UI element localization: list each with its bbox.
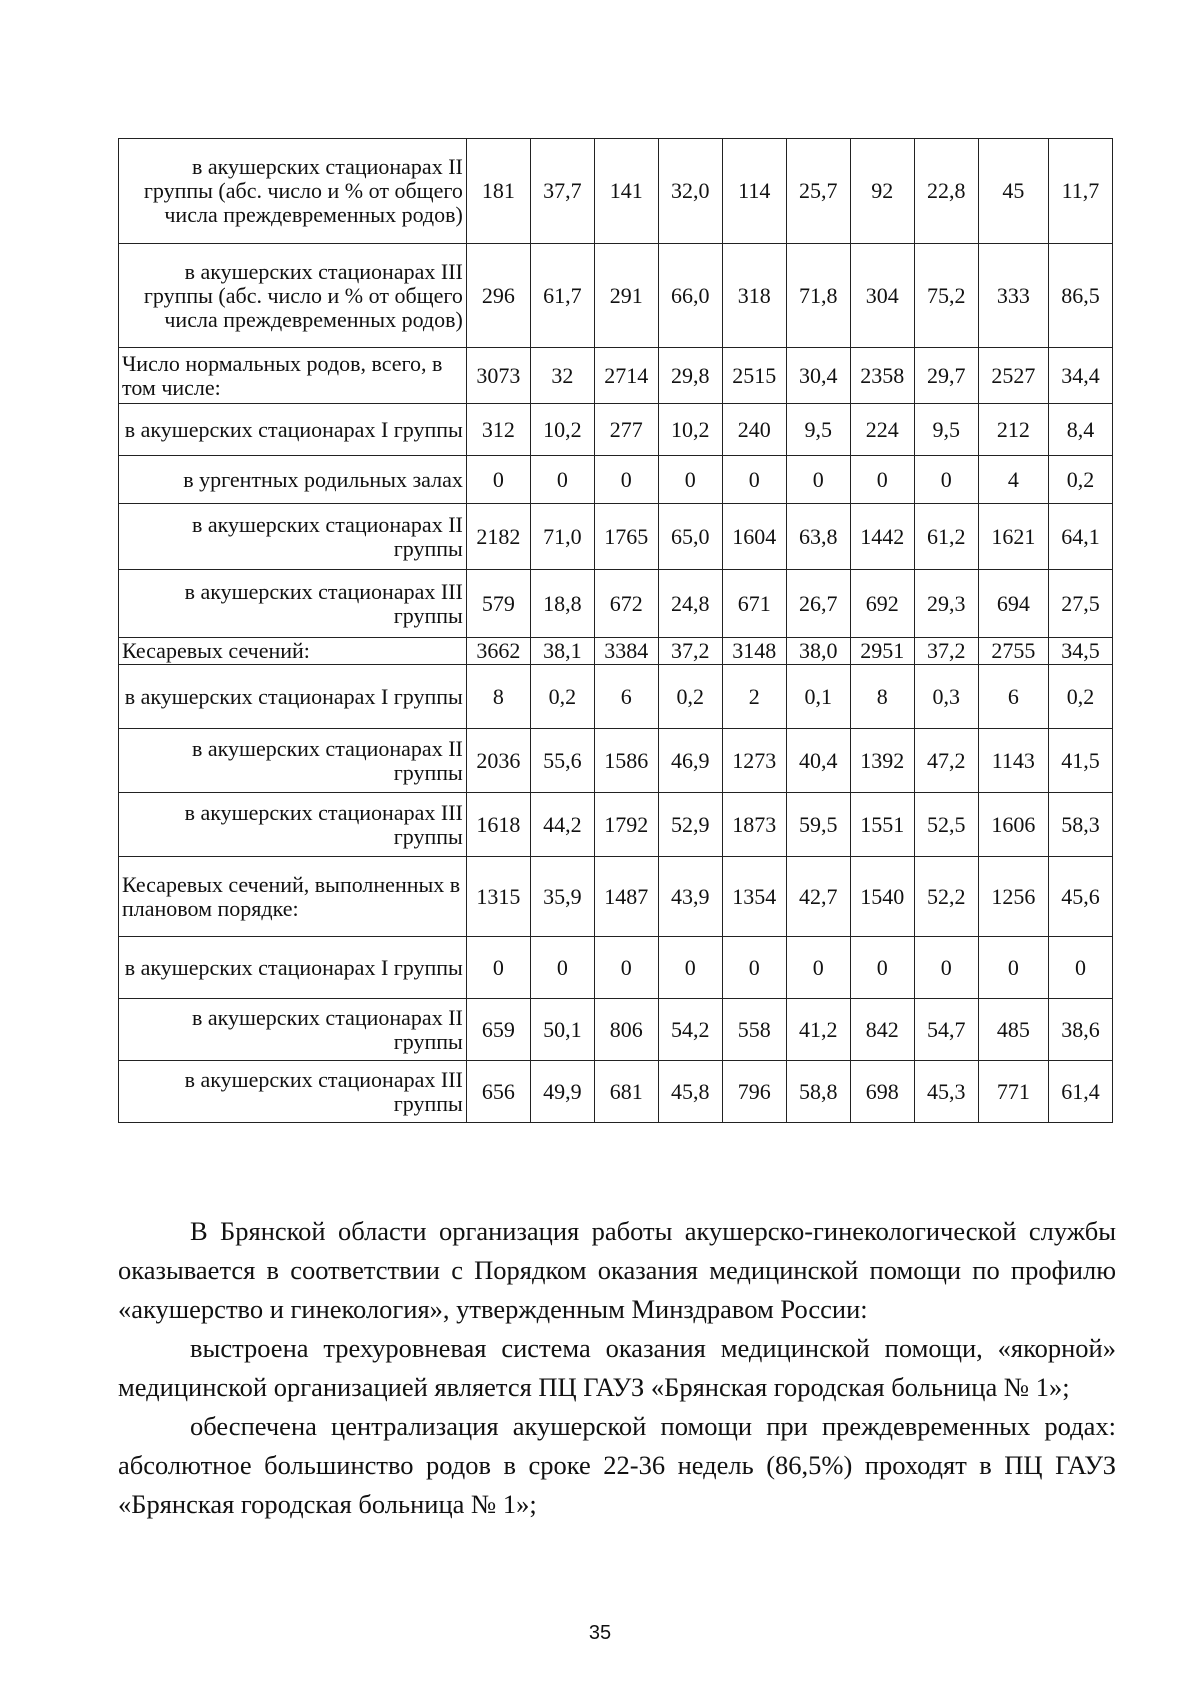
table-cell: 0 [850, 456, 914, 504]
table-cell: 11,7 [1048, 139, 1112, 244]
table-cell: 0 [466, 456, 530, 504]
table-cell: 1873 [722, 793, 786, 857]
table-cell: 9,5 [914, 404, 978, 456]
table-cell: 64,1 [1048, 504, 1112, 570]
table-cell: 10,2 [530, 404, 594, 456]
row-label: в акушерских стационарах III группы [119, 793, 467, 857]
table-cell: 694 [978, 570, 1048, 638]
table-cell: 1273 [722, 729, 786, 793]
table-cell: 35,9 [530, 857, 594, 937]
table-cell: 2 [722, 665, 786, 729]
table-cell: 6 [978, 665, 1048, 729]
table-cell: 296 [466, 244, 530, 348]
table-cell: 61,4 [1048, 1061, 1112, 1123]
row-label: в акушерских стационарах II группы [119, 729, 467, 793]
table-cell: 54,2 [658, 999, 722, 1061]
paragraph: В Брянской области организация работы акушерско-гинекологической службы оказывается в соответствии с Порядком оказания медицинской помощи по профилю «акушерство и гинекология», утвержденным Минздравом России: [118, 1216, 1116, 1324]
table-cell: 6 [594, 665, 658, 729]
table-cell: 485 [978, 999, 1048, 1061]
body-text [118, 1212, 1116, 1524]
statistics-table [118, 138, 1113, 1123]
table-cell: 61,7 [530, 244, 594, 348]
table-row [119, 404, 1113, 456]
table-cell: 34,5 [1048, 638, 1112, 665]
table-row [119, 937, 1113, 999]
table-cell: 1487 [594, 857, 658, 937]
table-cell: 0 [658, 456, 722, 504]
table-cell: 32,0 [658, 139, 722, 244]
table-cell: 0,3 [914, 665, 978, 729]
table-cell: 8 [850, 665, 914, 729]
table-cell: 44,2 [530, 793, 594, 857]
table-cell: 8 [466, 665, 530, 729]
table-row [119, 857, 1113, 937]
row-label: в акушерских стационарах III группы [119, 570, 467, 638]
table-cell: 1540 [850, 857, 914, 937]
table-row [119, 139, 1113, 244]
table-cell: 1392 [850, 729, 914, 793]
table-cell: 1315 [466, 857, 530, 937]
table-cell: 43,9 [658, 857, 722, 937]
table-row [119, 665, 1113, 729]
table-cell: 0 [594, 937, 658, 999]
table-cell: 66,0 [658, 244, 722, 348]
table-cell: 32 [530, 348, 594, 404]
table-cell: 1792 [594, 793, 658, 857]
table-cell: 3073 [466, 348, 530, 404]
table-cell: 1604 [722, 504, 786, 570]
table-cell: 45,8 [658, 1061, 722, 1123]
table-row [119, 638, 1113, 665]
table-cell: 3384 [594, 638, 658, 665]
table-cell: 37,2 [658, 638, 722, 665]
paragraph: обеспечена централизация акушерской помощи при преждевременных родах: абсолютное большинство родов в сроке 22-36 недель (86,5%) проходят в ПЦ ГАУЗ «Брянская городская больница № 1»; [118, 1411, 1116, 1519]
table-body [119, 139, 1113, 1123]
table-cell: 45 [978, 139, 1048, 244]
table-cell: 0 [722, 937, 786, 999]
table-cell: 698 [850, 1061, 914, 1123]
row-label: в акушерских стационарах I группы [119, 937, 467, 999]
table-cell: 0 [594, 456, 658, 504]
table-row [119, 348, 1113, 404]
row-label: Кесаревых сечений: [119, 638, 467, 665]
table-cell: 0 [466, 937, 530, 999]
row-label: в ургентных родильных залах [119, 456, 467, 504]
table-cell: 1621 [978, 504, 1048, 570]
table-cell: 25,7 [786, 139, 850, 244]
table-cell: 114 [722, 139, 786, 244]
table-cell: 24,8 [658, 570, 722, 638]
table-cell: 2714 [594, 348, 658, 404]
table-cell: 681 [594, 1061, 658, 1123]
table-cell: 2951 [850, 638, 914, 665]
table-cell: 304 [850, 244, 914, 348]
table-cell: 27,5 [1048, 570, 1112, 638]
table-cell: 38,6 [1048, 999, 1112, 1061]
table-cell: 47,2 [914, 729, 978, 793]
table-row [119, 1061, 1113, 1123]
row-label: в акушерских стационарах II группы (абс. число и % от общего числа преждевременных родов) [119, 139, 467, 244]
table-cell: 312 [466, 404, 530, 456]
table-cell: 2527 [978, 348, 1048, 404]
table-cell: 0 [786, 456, 850, 504]
table-cell: 54,7 [914, 999, 978, 1061]
table-cell: 2358 [850, 348, 914, 404]
row-label: в акушерских стационарах I группы [119, 404, 467, 456]
table-cell: 1442 [850, 504, 914, 570]
table-cell: 0 [722, 456, 786, 504]
table-cell: 277 [594, 404, 658, 456]
row-label: Кесаревых сечений, выполненных в плановом порядке: [119, 857, 467, 937]
table-cell: 0 [914, 456, 978, 504]
table-cell: 42,7 [786, 857, 850, 937]
table-cell: 40,4 [786, 729, 850, 793]
table-cell: 842 [850, 999, 914, 1061]
table-cell: 10,2 [658, 404, 722, 456]
table-cell: 65,0 [658, 504, 722, 570]
table-cell: 26,7 [786, 570, 850, 638]
table-cell: 71,8 [786, 244, 850, 348]
table-row [119, 570, 1113, 638]
row-label: в акушерских стационарах I группы [119, 665, 467, 729]
table-cell: 29,7 [914, 348, 978, 404]
table-row [119, 793, 1113, 857]
table-cell: 29,3 [914, 570, 978, 638]
table-cell: 38,0 [786, 638, 850, 665]
table-row [119, 729, 1113, 793]
table-cell: 212 [978, 404, 1048, 456]
table-cell: 0,2 [1048, 665, 1112, 729]
table-cell: 0 [850, 937, 914, 999]
table-cell: 18,8 [530, 570, 594, 638]
table-cell: 50,1 [530, 999, 594, 1061]
table-cell: 0 [530, 937, 594, 999]
table-cell: 333 [978, 244, 1048, 348]
table-cell: 61,2 [914, 504, 978, 570]
table-cell: 3148 [722, 638, 786, 665]
table-cell: 41,5 [1048, 729, 1112, 793]
table-cell: 291 [594, 244, 658, 348]
table-cell: 38,1 [530, 638, 594, 665]
table-cell: 30,4 [786, 348, 850, 404]
table-cell: 224 [850, 404, 914, 456]
table-cell: 672 [594, 570, 658, 638]
table-cell: 1618 [466, 793, 530, 857]
table-cell: 579 [466, 570, 530, 638]
row-label: в акушерских стационарах II группы [119, 999, 467, 1061]
table-cell: 1256 [978, 857, 1048, 937]
table-cell: 771 [978, 1061, 1048, 1123]
table-cell: 1765 [594, 504, 658, 570]
table-cell: 52,5 [914, 793, 978, 857]
row-label: в акушерских стационарах III группы [119, 1061, 467, 1123]
table-cell: 3662 [466, 638, 530, 665]
table-cell: 52,9 [658, 793, 722, 857]
table-cell: 37,7 [530, 139, 594, 244]
table-cell: 1606 [978, 793, 1048, 857]
page-number: 35 [588, 1622, 612, 1644]
table-cell: 659 [466, 999, 530, 1061]
table-row [119, 456, 1113, 504]
table-cell: 0 [530, 456, 594, 504]
table-cell: 796 [722, 1061, 786, 1123]
table-cell: 0,2 [530, 665, 594, 729]
table-cell: 34,4 [1048, 348, 1112, 404]
table-cell: 86,5 [1048, 244, 1112, 348]
table-cell: 558 [722, 999, 786, 1061]
table-cell: 1354 [722, 857, 786, 937]
table-row [119, 504, 1113, 570]
table-cell: 8,4 [1048, 404, 1112, 456]
table-cell: 0 [914, 937, 978, 999]
table-cell: 0 [786, 937, 850, 999]
table-cell: 0 [978, 937, 1048, 999]
table-cell: 75,2 [914, 244, 978, 348]
table-cell: 55,6 [530, 729, 594, 793]
table-cell: 240 [722, 404, 786, 456]
table-cell: 0 [1048, 937, 1112, 999]
table-cell: 1143 [978, 729, 1048, 793]
table-row [119, 244, 1113, 348]
table-cell: 41,2 [786, 999, 850, 1061]
table-cell: 2036 [466, 729, 530, 793]
table-cell: 63,8 [786, 504, 850, 570]
table-cell: 0 [658, 937, 722, 999]
table-cell: 181 [466, 139, 530, 244]
table-cell: 0,1 [786, 665, 850, 729]
table-cell: 49,9 [530, 1061, 594, 1123]
table-cell: 2182 [466, 504, 530, 570]
table-cell: 45,6 [1048, 857, 1112, 937]
table-row [119, 999, 1113, 1061]
table-cell: 141 [594, 139, 658, 244]
table-cell: 0,2 [1048, 456, 1112, 504]
table-cell: 806 [594, 999, 658, 1061]
table-cell: 318 [722, 244, 786, 348]
table-cell: 4 [978, 456, 1048, 504]
table-cell: 2515 [722, 348, 786, 404]
table-cell: 0,2 [658, 665, 722, 729]
table-cell: 46,9 [658, 729, 722, 793]
table-cell: 692 [850, 570, 914, 638]
table-cell: 656 [466, 1061, 530, 1123]
table-cell: 671 [722, 570, 786, 638]
table-cell: 58,3 [1048, 793, 1112, 857]
table-cell: 58,8 [786, 1061, 850, 1123]
table-cell: 29,8 [658, 348, 722, 404]
table-cell: 1586 [594, 729, 658, 793]
table-cell: 92 [850, 139, 914, 244]
table-cell: 2755 [978, 638, 1048, 665]
table-cell: 45,3 [914, 1061, 978, 1123]
table-cell: 1551 [850, 793, 914, 857]
row-label: в акушерских стационарах III группы (абс. число и % от общего числа преждевременных родов) [119, 244, 467, 348]
table-cell: 9,5 [786, 404, 850, 456]
row-label: Число нормальных родов, всего, в том числе: [119, 348, 467, 404]
paragraph: выстроена трехуровневая система оказания медицинской помощи, «якорной» медицинской организацией является ПЦ ГАУЗ «Брянская городская больница № 1»; [118, 1333, 1116, 1402]
table-cell: 52,2 [914, 857, 978, 937]
table-cell: 22,8 [914, 139, 978, 244]
table-cell: 37,2 [914, 638, 978, 665]
table-cell: 59,5 [786, 793, 850, 857]
table-cell: 71,0 [530, 504, 594, 570]
row-label: в акушерских стационарах II группы [119, 504, 467, 570]
